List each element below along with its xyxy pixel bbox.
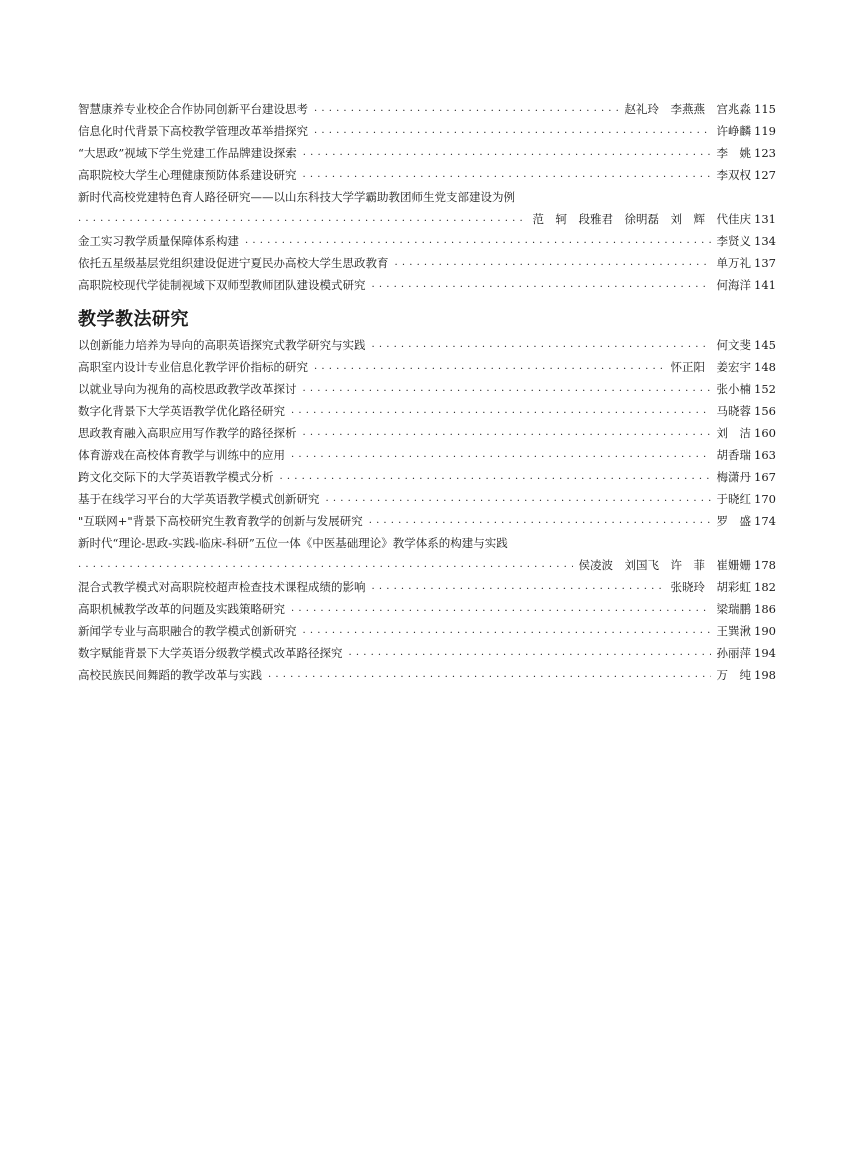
dot-leader <box>303 422 711 444</box>
entry-title: “大思政”视域下学生党建工作品牌建设探索 <box>78 146 297 160</box>
entry-page-number: 178 <box>754 558 776 572</box>
entry-title: 以就业导向为视角的高校思政教学改革探讨 <box>78 382 297 396</box>
toc-entry[interactable] <box>78 164 776 186</box>
dot-leader <box>268 664 711 686</box>
dot-leader <box>78 208 527 230</box>
dot-leader <box>245 230 711 252</box>
dot-leader <box>326 488 711 510</box>
toc-entry[interactable] <box>78 400 776 422</box>
entry-title: 智慧康养专业校企合作协同创新平台建设思考 <box>78 102 308 116</box>
dot-leader <box>372 274 711 296</box>
toc-entry[interactable] <box>78 466 776 488</box>
dot-leader <box>303 378 711 400</box>
toc-entry[interactable] <box>78 142 776 164</box>
entry-authors: 怀正阳 姜宏宇 <box>670 360 752 374</box>
dot-leader <box>372 576 665 598</box>
entry-title: 混合式教学模式对高职院校超声检查技术课程成绩的影响 <box>78 580 366 594</box>
entry-title: 依托五星级基层党组织建设促进宁夏民办高校大学生思政教育 <box>78 256 389 270</box>
entry-title: 高校民族民间舞蹈的教学改革与实践 <box>78 668 262 682</box>
entry-authors: 张小楠 <box>716 382 752 396</box>
entry-authors: 许峥麟 <box>716 124 752 138</box>
entry-authors: 单万礼 <box>716 256 752 270</box>
entry-page-number: 127 <box>754 168 776 182</box>
toc-entry-continuation[interactable] <box>78 554 776 576</box>
entry-authors: 胡香瑞 <box>716 448 752 462</box>
toc-entry[interactable] <box>78 378 776 400</box>
entry-page-number: 115 <box>754 102 776 116</box>
entry-page-number: 170 <box>754 492 776 506</box>
entry-authors: 刘 洁 <box>716 426 752 440</box>
entry-authors: 张晓玲 胡彩虹 <box>670 580 752 594</box>
entry-page-number: 156 <box>754 404 776 418</box>
entry-authors: 李双权 <box>716 168 752 182</box>
entry-authors: 李贤义 <box>716 234 752 248</box>
entry-page-number: 194 <box>754 646 776 660</box>
dot-leader <box>291 400 711 422</box>
section-heading: 教学教法研究 <box>78 309 189 330</box>
dot-leader <box>303 164 711 186</box>
entry-page-number: 145 <box>754 338 776 352</box>
dot-leader <box>369 510 711 532</box>
entry-authors: 孙丽萍 <box>716 646 752 660</box>
dot-leader <box>303 142 711 164</box>
entry-title: 信息化时代背景下高校教学管理改革举措探究 <box>78 124 308 138</box>
entry-authors: 梅潇丹 <box>716 470 752 484</box>
table-of-contents <box>78 98 776 686</box>
entry-title: "互联网+"背景下高校研究生教育教学的创新与发展研究 <box>78 514 363 528</box>
toc-entry[interactable] <box>78 642 776 664</box>
toc-entry[interactable] <box>78 620 776 642</box>
entry-page-number: 167 <box>754 470 776 484</box>
entry-authors: 侯凌波 刘国飞 许 菲 崔姗姗 <box>578 558 752 572</box>
entry-page-number: 123 <box>754 146 776 160</box>
toc-entry[interactable] <box>78 356 776 378</box>
dot-leader <box>314 98 619 120</box>
entry-authors: 何文斐 <box>716 338 752 352</box>
entry-page-number: 148 <box>754 360 776 374</box>
toc-entry[interactable] <box>78 664 776 686</box>
toc-entry[interactable] <box>78 598 776 620</box>
toc-entry[interactable] <box>78 488 776 510</box>
dot-leader <box>78 554 573 576</box>
entry-authors: 马晓蓉 <box>716 404 752 418</box>
toc-entry[interactable] <box>78 252 776 274</box>
entry-page-number: 198 <box>754 668 776 682</box>
dot-leader <box>314 356 665 378</box>
toc-entry[interactable] <box>78 274 776 296</box>
entry-page-number: 186 <box>754 602 776 616</box>
entry-page-number: 152 <box>754 382 776 396</box>
entry-title: 基于在线学习平台的大学英语教学模式创新研究 <box>78 492 320 506</box>
entry-authors: 于晓红 <box>716 492 752 506</box>
dot-leader <box>291 444 711 466</box>
entry-authors: 王巽湫 <box>716 624 752 638</box>
entry-title: 金工实习教学质量保障体系构建 <box>78 234 239 248</box>
entry-authors: 罗 盛 <box>716 514 752 528</box>
entry-title: 高职室内设计专业信息化教学评价指标的研究 <box>78 360 308 374</box>
dot-leader <box>395 252 711 274</box>
dot-leader <box>280 466 711 488</box>
entry-page-number: 119 <box>754 124 776 138</box>
toc-entry[interactable] <box>78 120 776 142</box>
entry-title: 新时代“理论-思政-实践-临床-科研”五位一体《中医基础理论》教学体系的构建与实践 <box>78 536 508 550</box>
dot-leader <box>314 120 711 142</box>
entry-page-number: 134 <box>754 234 776 248</box>
entry-title: 新时代高校党建特色育人路径研究——以山东科技大学学霸助教团师生党支部建设为例 <box>78 190 515 204</box>
toc-entry[interactable] <box>78 422 776 444</box>
entry-authors: 范 轲 段雅君 徐明磊 刘 辉 代佳庆 <box>532 212 752 226</box>
entry-page-number: 131 <box>754 212 776 226</box>
entry-page-number: 182 <box>754 580 776 594</box>
entry-page-number: 190 <box>754 624 776 638</box>
entry-authors: 李 姚 <box>716 146 752 160</box>
entry-title: 新闻学专业与高职融合的教学模式创新研究 <box>78 624 297 638</box>
dot-leader <box>303 620 711 642</box>
entry-title: 高职院校大学生心理健康预防体系建设研究 <box>78 168 297 182</box>
entry-page-number: 163 <box>754 448 776 462</box>
entry-title: 高职机械教学改革的问题及实践策略研究 <box>78 602 285 616</box>
dot-leader <box>349 642 711 664</box>
toc-entry[interactable] <box>78 510 776 532</box>
entry-authors: 万 纯 <box>716 668 752 682</box>
toc-entry[interactable] <box>78 230 776 252</box>
toc-entry[interactable] <box>78 576 776 598</box>
dot-leader <box>372 334 711 356</box>
entry-page-number: 174 <box>754 514 776 528</box>
toc-entry[interactable] <box>78 334 776 356</box>
entry-page-number: 160 <box>754 426 776 440</box>
toc-entry-continuation[interactable] <box>78 208 776 230</box>
entry-title: 体育游戏在高校体育教学与训练中的应用 <box>78 448 285 462</box>
entry-authors: 梁瑞鹏 <box>716 602 752 616</box>
toc-group-1 <box>78 98 776 296</box>
entry-title: 数字化背景下大学英语教学优化路径研究 <box>78 404 285 418</box>
entry-title: 高职院校现代学徒制视域下双师型教师团队建设模式研究 <box>78 278 366 292</box>
dot-leader <box>291 598 711 620</box>
entry-title: 以创新能力培养为导向的高职英语探究式教学研究与实践 <box>78 338 366 352</box>
entry-page-number: 141 <box>754 278 776 292</box>
entry-authors: 何海洋 <box>716 278 752 292</box>
entry-title: 数字赋能背景下大学英语分级教学模式改革路径探究 <box>78 646 343 660</box>
entry-title: 思政教育融入高职应用写作教学的路径探析 <box>78 426 297 440</box>
entry-page-number: 137 <box>754 256 776 270</box>
toc-entry[interactable] <box>78 444 776 466</box>
entry-title: 跨文化交际下的大学英语教学模式分析 <box>78 470 274 484</box>
toc-group-2 <box>78 334 776 686</box>
toc-entry[interactable] <box>78 98 776 120</box>
toc-entry-title-only[interactable] <box>78 532 776 554</box>
toc-entry-title-only[interactable] <box>78 186 776 208</box>
entry-authors: 赵礼玲 李燕燕 宫兆淼 <box>624 102 752 116</box>
